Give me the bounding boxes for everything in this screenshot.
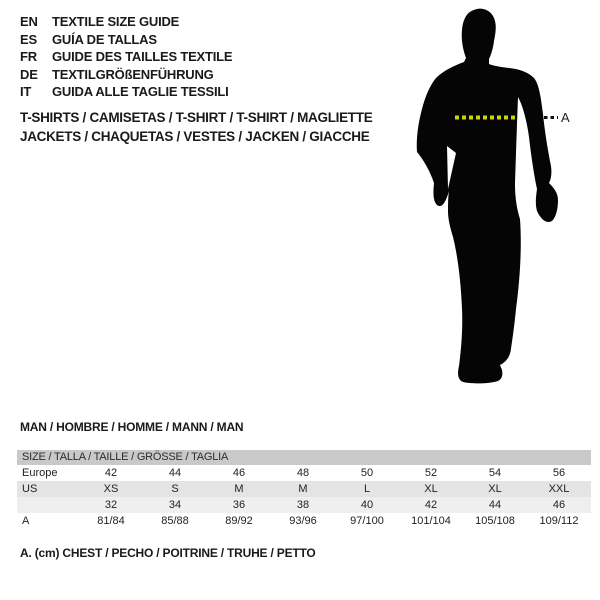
language-title: GUÍA DE TALLAS xyxy=(52,31,157,47)
table-cell: 89/92 xyxy=(225,515,253,527)
table-cell: XL xyxy=(424,483,438,495)
man-silhouette-figure xyxy=(390,0,600,400)
measure-footnote: A. (cm) CHEST / PECHO / POITRINE / TRUHE / PETTO xyxy=(20,546,316,560)
category-list xyxy=(20,109,372,146)
size-table xyxy=(17,450,591,529)
category-jackets: JACKETS / CHAQUETAS / VESTES / JACKEN / GIACCHE xyxy=(20,128,370,144)
table-cell: 101/104 xyxy=(411,515,451,527)
size-table-header: SIZE / TALLA / TAILLE / GRÖSSE / TAGLIA xyxy=(17,450,591,465)
table-cell: XL xyxy=(488,483,502,495)
row-label: A xyxy=(22,515,30,527)
table-row-a-chest xyxy=(17,513,591,529)
table-cell: S xyxy=(171,483,179,495)
language-title: TEXTILGRÖßENFÜHRUNG xyxy=(52,66,214,82)
table-cell: 42 xyxy=(424,499,438,511)
table-cell: 40 xyxy=(360,499,374,511)
table-row-us xyxy=(17,481,591,497)
table-cell: 81/84 xyxy=(97,515,125,527)
table-cell: 46 xyxy=(552,499,566,511)
language-title: GUIDE DES TAILLES TEXTILE xyxy=(52,49,233,65)
table-cell: 42 xyxy=(104,467,118,479)
table-cell: 56 xyxy=(552,467,566,479)
table-cell: M xyxy=(234,483,244,495)
table-cell: XS xyxy=(103,483,119,495)
table-cell: 105/108 xyxy=(475,515,515,527)
table-cell: 97/100 xyxy=(350,515,384,527)
table-cell: 46 xyxy=(232,467,246,479)
language-code: DE xyxy=(20,66,38,82)
table-cell: M xyxy=(298,483,308,495)
category-tshirts: T-SHIRTS / CAMISETAS / T-SHIRT / T-SHIRT / MAGLIETTE xyxy=(20,110,373,125)
table-cell: 54 xyxy=(488,467,502,479)
table-cell: 50 xyxy=(360,467,374,479)
table-cell: 52 xyxy=(424,467,438,479)
language-title: TEXTILE SIZE GUIDE xyxy=(52,14,180,29)
language-row-de xyxy=(20,66,232,84)
row-label: Europe xyxy=(22,467,58,479)
language-code: FR xyxy=(20,49,37,65)
table-cell: 34 xyxy=(168,499,182,511)
table-cell: 44 xyxy=(488,499,502,511)
table-row-uk xyxy=(17,497,591,513)
language-row-en xyxy=(20,13,232,31)
language-code: ES xyxy=(20,31,37,47)
table-cell: 32 xyxy=(104,499,118,511)
table-cell: L xyxy=(363,483,371,495)
language-row-fr xyxy=(20,48,232,66)
language-row-es xyxy=(20,31,232,49)
language-list xyxy=(20,13,232,101)
row-label xyxy=(17,497,79,513)
table-cell: XXL xyxy=(548,483,570,495)
section-title-man: MAN / HOMBRE / HOMME / MANN / MAN xyxy=(20,420,244,434)
table-cell: 44 xyxy=(168,467,182,479)
table-cell: 36 xyxy=(232,499,246,511)
table-cell: 38 xyxy=(296,499,310,511)
measure-label-a: A xyxy=(561,110,570,125)
table-cell: 85/88 xyxy=(161,515,189,527)
language-code: EN xyxy=(20,14,38,29)
row-label: US xyxy=(22,483,38,495)
man-silhouette-icon xyxy=(390,0,600,400)
language-code: IT xyxy=(20,84,32,100)
language-title: GUIDA ALLE TAGLIE TESSILI xyxy=(52,84,229,100)
table-cell: 48 xyxy=(296,467,310,479)
table-cell: 93/96 xyxy=(289,515,317,527)
table-row-europe xyxy=(17,465,591,481)
language-row-it xyxy=(20,83,232,101)
table-cell: 109/112 xyxy=(539,515,579,527)
